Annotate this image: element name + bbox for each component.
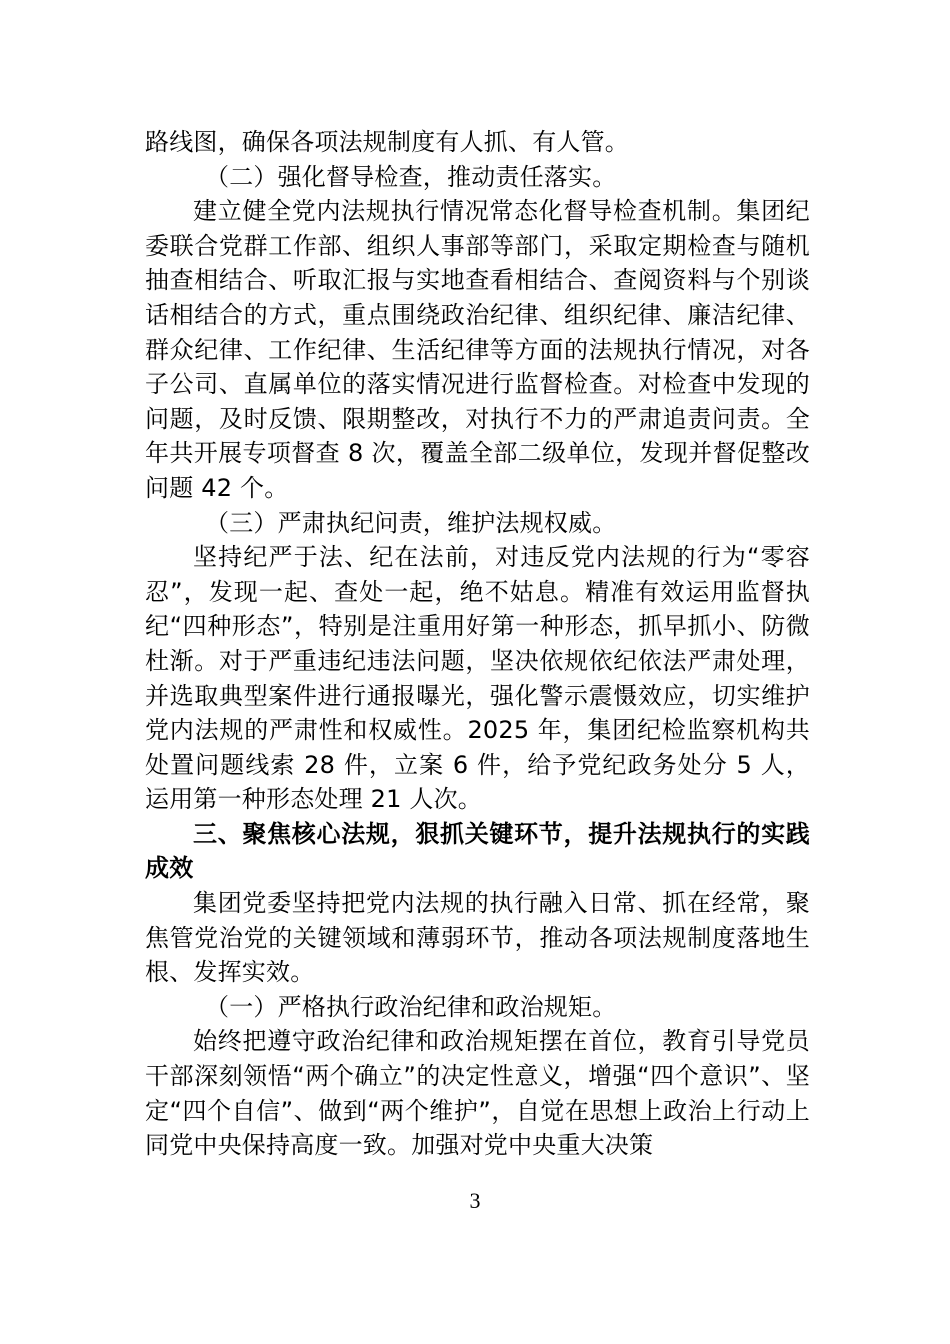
subheading-1: （一）严格执行政治纪律和政治规矩。 [205, 992, 617, 1021]
page-number: 3 [469, 1188, 481, 1213]
paragraph-discipline: 坚持纪严于法、纪在法前，对违反党内法规的行为“零容忍”，发现一起、查处一起，绝不姑息。精准有效运用监督执纪“四种形态”，特别是注重用好第一种形态，抓早抓小、防微杜渐。对于严重违纪违法问题，坚决依规依纪依法严肃处理，并选取典型案件进行通报曝光，强化警示震慑效应，切实维护党内法规的严肃性和权威性。2025 年，集团纪检监察机构共处置问题线索 28 件，立案 6 件，给予党纪政务处分 5 人，运用第一种形态处理 21 人次。 [145, 543, 810, 814]
subheading-2: （二）强化督导检查，推动责任落实。 [205, 162, 617, 191]
paragraph-political-discipline: 始终把遵守政治纪律和政治规矩摆在首位，教育引导党员干部深刻领悟“两个确立”的决定性意义，增强“四个意识”、坚定“四个自信”、做到“两个维护”，自觉在思想上政治上行动上同党中央保持高度一致。加强对党中央重大决策 [145, 1027, 810, 1160]
paragraph-section-intro: 集团党委坚持把党内法规的执行融入日常、抓在经常，聚焦管党治党的关键领域和薄弱环节，推动各项法规制度落地生根、发挥实效。 [145, 889, 810, 987]
section-heading-3: 三、聚焦核心法规，狠抓关键环节，提升法规执行的实践成效 [145, 819, 810, 883]
subheading-3: （三）严肃执纪问责，维护法规权威。 [205, 508, 617, 537]
body-text [145, 125, 810, 1163]
paragraph-supervision: 建立健全党内法规执行情况常态化督导检查机制。集团纪委联合党群工作部、组织人事部等部门，采取定期检查与随机抽查相结合、听取汇报与实地查看相结合、查阅资料与个别谈话相结合的方式，重点围绕政治纪律、组织纪律、廉洁纪律、群众纪律、工作纪律、生活纪律等方面的法规执行情况，对各子公司、直属单位的落实情况进行监督检查。对检查中发现的问题，及时反馈、限期整改，对执行不力的严肃追责问责。全年共开展专项督查 8 次，覆盖全部二级单位，发现并督促整改问题 42 个。 [145, 197, 810, 502]
paragraph-continuation: 路线图，确保各项法规制度有人抓、有人管。 [145, 128, 629, 156]
